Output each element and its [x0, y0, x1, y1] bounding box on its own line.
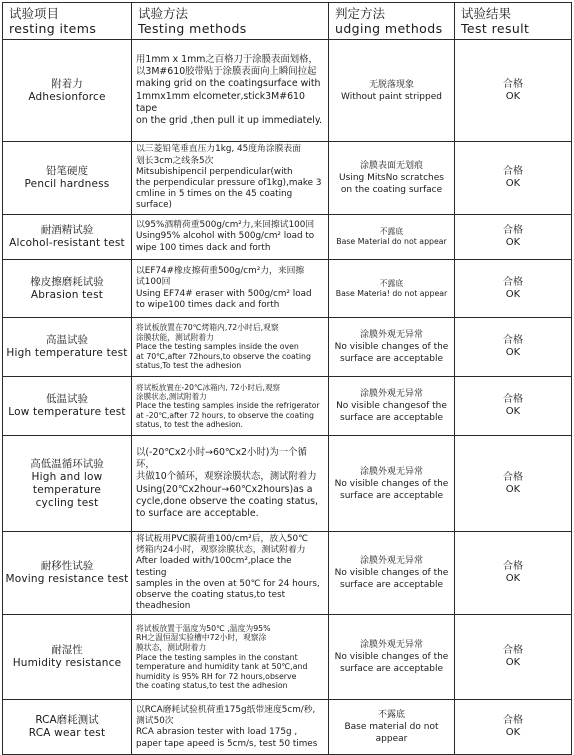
judging-cell [329, 532, 455, 615]
header-testing-methods-en: Testing methods [138, 21, 247, 36]
judging-text: 涂膜外观无异常 No visible changes of the surface are acceptable [334, 466, 449, 501]
result-en: OK [505, 347, 521, 358]
judging-text: 不露底 Base Material do not appear [336, 227, 447, 246]
header-test-items [3, 3, 132, 40]
test-item-zh: 耐湿性 [51, 644, 83, 657]
header-test-items-en: resting items [9, 21, 97, 36]
result-cell [455, 40, 572, 142]
test-item-zh: 附着力 [51, 77, 83, 90]
table-row [3, 318, 572, 377]
result-zh: 合格 [503, 561, 523, 573]
test-method-text: 以95%酒精荷重500g/cm²力,来回擦试100回 Using95% alcohol with 500g/cm² load to wipe 100 times dack and forth [136, 220, 315, 253]
judging-text: 无脱落现象 Without paint stripped [341, 79, 442, 102]
test-item-zh: 高低温循环试验 [30, 457, 104, 470]
test-item-zh: 耐移性试验 [40, 560, 94, 573]
result-zh: 合格 [503, 166, 523, 177]
judging-text: 涂膜外观无异常 No visible changesof the surface are acceptable [336, 389, 447, 423]
result-zh: 合格 [503, 225, 523, 236]
result-cell [455, 260, 572, 318]
header-test-result-en: Test result [461, 21, 530, 36]
result-en: OK [505, 288, 521, 300]
test-item-en: Adhesionforce [28, 90, 106, 103]
result-cell [455, 532, 572, 615]
test-item-cell [3, 215, 132, 260]
header-judging-methods-zh: 判定方法 [335, 6, 386, 21]
test-method-text: 将试板放置在-20℃冰箱内, 72小时后,观察 涂膜状态,测试附着力 Place the testing samples inside the refrigerator at -20℃,after 72 hours, to observe the coating status, to test the adhesion. [136, 383, 320, 429]
judging-cell [329, 318, 455, 377]
test-item-en: Humidity resistance [12, 657, 122, 670]
test-item-zh: 铅笔硬度 [46, 165, 88, 177]
table-row [3, 40, 572, 142]
test-item-en: High and low temperature cycling test [31, 470, 103, 509]
test-method-text: 将试板放置在70℃烤箱内,72小时后,观察 涂膜状能，测试附着力 Place the testing samples inside the oven at 70℃,after 72hours,to observe the coating status,To test the adhesion [136, 323, 311, 371]
result-cell [455, 377, 572, 436]
test-item-cell [3, 260, 132, 318]
judging-cell [329, 260, 455, 318]
header-judging-methods [329, 3, 455, 40]
test-method-text: 以(-20℃x2小时→60℃x2小时)为一个循环， 共做10个循环，观察涂膜状态，测试附着力 Using(20℃x2hour→60℃x2hours)as a cycle,done observe the coating status, to surface are acceptable. [136, 446, 319, 520]
table-row [3, 436, 572, 532]
table-row [3, 700, 572, 755]
test-method-cell [132, 532, 329, 615]
result-zh: 合格 [503, 715, 523, 727]
judging-text: 不露底 Base Materia! do not appear [335, 278, 448, 298]
test-item-zh: 耐酒精试验 [40, 224, 94, 236]
test-method-text: 以RCA磨耗试验机荷重175g纸带速度5cm/秒, 测试50次 RCA abrasion tester with load 175g , paper tape apeed is 5cm/s, test 50 times [136, 705, 318, 749]
test-method-text: 用1mm x 1mm之百格刀于涂膜表面划格， 以3M#610胶带贴于涂膜表面向上瞬间拉起 making grid on the coatingsurface with 1mmx1mm elcometer,stick3M#610 tape on the grid ,then pull it up immediately. [136, 53, 323, 127]
test-item-cell [3, 700, 132, 755]
test-method-text: 将试板用PVC膜荷重100/cm²后，放入50℃ 烤箱内24小时，观察涂膜状态，测试附着力 After loaded with/100cm²,place the testing samples in the oven at 50℃ for 24 hours, observe the coating status,to test theadhesion [136, 534, 320, 612]
test-item-en: Moving resistance test [5, 573, 129, 586]
test-method-cell [132, 436, 329, 532]
result-cell [455, 700, 572, 755]
judging-text: 涂膜外观无异常 No visible changes of the surface are acceptable [334, 556, 449, 591]
header-test-items-zh: 试验项目 [9, 6, 60, 21]
test-item-cell [3, 40, 132, 142]
header-test-result-zh: 试验结果 [461, 6, 512, 21]
judging-text: 不露底 Base material do not appear [344, 710, 439, 745]
table-row [3, 532, 572, 615]
test-method-cell [132, 700, 329, 755]
result-zh: 合格 [503, 645, 523, 657]
result-zh: 合格 [503, 276, 523, 288]
result-cell [455, 318, 572, 377]
result-cell [455, 215, 572, 260]
result-zh: 合格 [503, 471, 523, 483]
test-item-cell [3, 532, 132, 615]
table-row [3, 377, 572, 436]
test-item-cell [3, 377, 132, 436]
table-row [3, 615, 572, 700]
table-row [3, 142, 572, 215]
test-item-en: RCA wear test [28, 727, 106, 740]
result-en: OK [505, 727, 521, 739]
test-method-text: 将试板放置于温度为50℃ ,温度为95% RH之温恒湿实验槽中72小时，观察涂 膜状态，测试附着力 Place the testing samples in the constant temperature and humidity tank at 50℃,and humidity is 95% RH for 72 hours,observe the coating status,to test the adhesion [136, 623, 308, 691]
result-cell [455, 615, 572, 700]
judging-text: 涂膜表面无划痕 Using MitsNo scratches on the coating surface [339, 161, 444, 195]
test-method-cell [132, 318, 329, 377]
test-item-cell [3, 142, 132, 215]
test-item-en: Pencil hardness [24, 178, 110, 190]
header-testing-methods-zh: 试验方法 [138, 6, 189, 21]
judging-text: 涂膜外观无异常 No visible changes of the surface are acceptable [334, 330, 449, 364]
test-item-en: High temperature test [6, 347, 128, 359]
result-zh: 合格 [503, 78, 523, 90]
result-zh: 合格 [503, 394, 523, 405]
judging-cell [329, 40, 455, 142]
test-method-cell [132, 615, 329, 700]
test-item-en: Low temperature test [8, 406, 126, 418]
judging-cell [329, 142, 455, 215]
test-method-text: 以EF74#橡皮擦荷重500g/cm²力，来回擦 试100回 Using EF74# eraser with 500g/cm² load to wipe100 times dack and forth [136, 266, 312, 310]
test-item-zh: 橡皮擦磨耗试验 [30, 275, 104, 288]
result-en: OK [505, 483, 521, 495]
result-en: OK [505, 237, 521, 248]
result-cell [455, 142, 572, 215]
test-item-zh: RCA磨耗测试 [35, 714, 99, 727]
result-en: OK [505, 657, 521, 669]
judging-cell [329, 215, 455, 260]
result-zh: 合格 [503, 335, 523, 346]
test-item-zh: 高温试验 [46, 334, 88, 346]
test-item-en: Abrasion test [30, 288, 104, 301]
test-item-zh: 低温试验 [46, 393, 88, 405]
result-en: OK [505, 406, 521, 417]
test-item-en: Alcohol-resistant test [9, 237, 125, 249]
result-en: OK [505, 178, 521, 189]
test-item-cell [3, 318, 132, 377]
judging-cell [329, 377, 455, 436]
header-test-result [455, 3, 572, 40]
table-row [3, 215, 572, 260]
judging-cell [329, 700, 455, 755]
header-judging-methods-en: udging methods [335, 21, 443, 36]
test-spec-table [2, 2, 572, 755]
table-row [3, 260, 572, 318]
test-method-text: 以三菱铅笔垂直压力1kg, 45度角涂膜表面 划长3cm之线条5次 Mitsubishipencil perpendicular(with the perpendicular pressure of1kg),make 3 cmline in 5 times on the 45 coating surface) [136, 144, 322, 211]
test-method-cell [132, 142, 329, 215]
judging-cell [329, 615, 455, 700]
result-cell [455, 436, 572, 532]
test-method-cell [132, 260, 329, 318]
result-en: OK [505, 573, 521, 585]
test-item-cell [3, 436, 132, 532]
test-method-cell [132, 377, 329, 436]
header-testing-methods [132, 3, 329, 40]
test-method-cell [132, 40, 329, 142]
judging-text: 涂膜外观无异常 No visible changes of the surface are acceptable [334, 640, 449, 675]
test-item-cell [3, 615, 132, 700]
test-method-cell [132, 215, 329, 260]
header-row [3, 3, 572, 40]
judging-cell [329, 436, 455, 532]
result-en: OK [505, 90, 521, 102]
